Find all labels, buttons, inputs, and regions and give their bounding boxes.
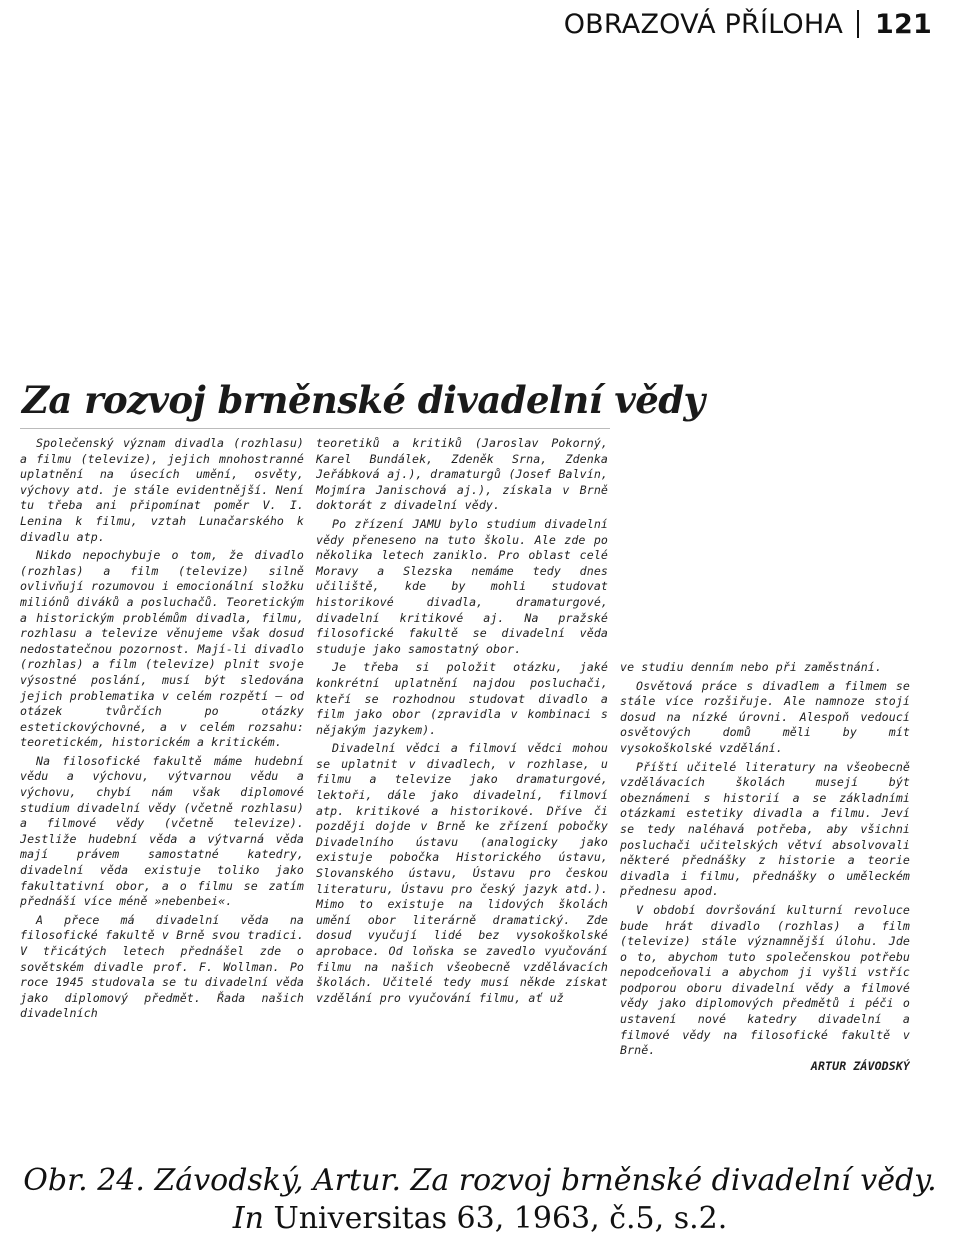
- paragraph: V období dovršování kulturní revoluce bude hrát divadlo (rozhlas) a film (televize) stále významnější úlohu. Jde o to, abychom tuto společenskou potřebu nepodceňovali a abychom ji vyšli vstříc podporou oboru divadelní vědy a filmové vědy jako diplomových předmětů i péči o ustavení nové katedry divadelní a filmové vědy na filosofické fakultě v Brně.: [620, 902, 910, 1058]
- paragraph: Divadelní vědci a filmoví vědci mohou se uplatnit v divadlech, v rozhlase, u filmu a televize jako dramaturgové, lektoři, dále jako divadelní, filmoví atp. kritikové a historikové. Dříve či později dojde v Brně ke zřízení pobočky Divadelního ústavu (analogicky jako existuje pobočka Historického ústavu, Slovanského ústavu, Ústavu pro českou literaturu, Ústavu pro český jazyk atd.). Mimo to existuje na lidových školách umění obor literárně dramatický. Zde dosud vyučují lidé bez vysokoškolské aprobace. Od loňska se zavedlo vyučování filmu na našich všeobecně vzdělávacích školách. Učitelé tedy musí někde získat vzdělání pro vyučování filmu, ať už: [316, 741, 608, 1005]
- section-title: OBRAZOVÁ PŘÍLOHA: [563, 8, 844, 40]
- caption-line-1: Obr. 24. Závodský, Artur. Za rozvoj brněnské divadelní vědy.: [23, 1163, 937, 1198]
- article-column-2: [316, 436, 608, 1132]
- paragraph: Po zřízení JAMU bylo studium divadelní vědy přeneseno na tuto školu. Ale zde po několika letech zaniklo. Pro oblast celé Moravy a Slezska nemáme tedy dnes učiliště, kde by mohli studovat historikové divadla, dramaturgové, divadelní kritikové aj. Na pražské filosofické fakultě se divadelní věda studuje jako samostatný obor.: [316, 516, 608, 656]
- article-column-3: [620, 660, 910, 1132]
- caption-in-label: In: [232, 1201, 264, 1236]
- caption-source: Universitas 63, 1963, č.5, s.2.: [273, 1201, 728, 1236]
- paragraph: Nikdo nepochybuje o tom, že divadlo (rozhlas) a film (televize) silně ovlivňují rozumovou i emocionální složku miliónů diváků a posluchačů. Teoretickým a historickým problémům divadla, filmu, rozhlasu a televize věnujeme však dosud nedostatečnou pozornost. Mají-li divadlo (rozhlas) a film (televize) plnit svoje výsostné poslání, musí být sledována jejich problematika v celém rozpětí — od otázek tvůrčích po otázky estetickovýchovné, a v celém rozsahu: teoretickém, historickém a kritickém.: [20, 548, 304, 750]
- article-column-1: [20, 436, 304, 1132]
- paragraph: ve studiu denním nebo při zaměstnání.: [620, 660, 882, 674]
- headline-rule: [20, 428, 610, 429]
- caption-line-2: [0, 1200, 960, 1238]
- figure-caption: [0, 1162, 960, 1238]
- paragraph: teoretiků a kritiků (Jaroslav Pokorný, Karel Bundálek, Zdeněk Srna, Zdenka Jeřábková aj.), dramaturgů (Josef Balvín, Mojmíra Janischová aj.), získala v Brně doktorát z divadelní vědy.: [316, 436, 608, 513]
- paragraph: Na filosofické fakultě máme hudební vědu a výchovu, výtvarnou vědu a výchovu, chybí nám však diplomové studium divadelní vědy (včetně rozhlasu) a filmové vědy (včetně televize). Jestliže hudební věda a výtvarná věda mají právem samostatné katedry, divadelní věda existuje toliko jako fakultativní obor, a o filmu se zatím přednáší více méně »nebenbei«.: [20, 753, 304, 909]
- paragraph: Společenský význam divadla (rozhlasu) a filmu (televize), jejich mnohostranné uplatnění na úsecích umění, osvěty, výchovy atd. je stále evidentnější. Není tu třeba ani připomínat poměr V. I. Lenina k filmu, vztah Lunačarského k divadlu atp.: [20, 436, 304, 544]
- clipping-headline: Za rozvoj brněnské divadelní vědy: [22, 378, 705, 422]
- paragraph: A přece má divadelní věda na filosofické fakultě v Brně svou tradici. V třicátých letech přednášel zde o sovětském divadle prof. F. Wollman. Po roce 1945 studovala se tu divadelní věda jako diplomový předmět. Řada našich divadelních: [20, 912, 304, 1021]
- paragraph: Osvětová práce s divadlem a filmem se stále více rozšiřuje. Ale namnoze stojí dosud na nízké úrovni. Alespoň vedoucí osvětových domů měli by mít vysokoškolské vzdělání.: [620, 678, 910, 755]
- author-signature: ARTUR ZÁVODSKÝ: [810, 1058, 910, 1073]
- page-number: 121: [875, 8, 932, 40]
- paragraph: Příští učitelé literatury na všeobecně vzdělávacích školách musejí být obeznámeni s historií a se základními otázkami estetiky divadla a filmu. Jeví se tedy naléhavá potřeba, aby všichni posluchači učitelských větví absolvovali některé přednášky z historie a teorie divadla i filmu, přednášky o uměleckém přednesu apod.: [620, 759, 910, 899]
- paragraph: Je třeba si položit otázku, jaké konkrétní uplatnění najdou posluchači, kteří se rozhodnou studovat divadlo a film jako obor (zpravidla v kombinaci s nějakým jazykem).: [316, 660, 608, 737]
